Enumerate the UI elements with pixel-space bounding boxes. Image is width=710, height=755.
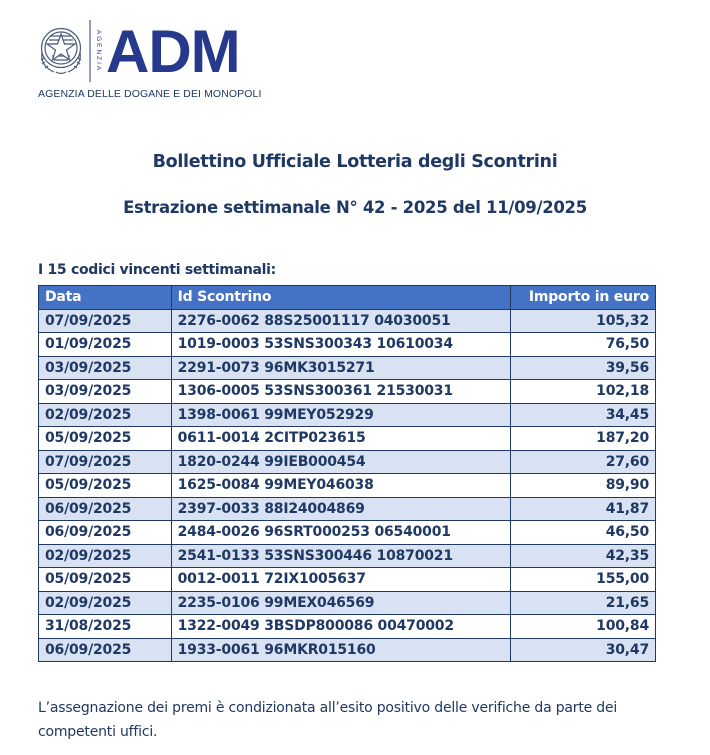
cell-receipt-id: 2276-0062 88S25001117 04030051 <box>171 309 510 333</box>
cell-date: 06/09/2025 <box>39 497 172 521</box>
cell-date: 05/09/2025 <box>39 427 172 451</box>
cell-receipt-id: 2541-0133 53SNS300446 10870021 <box>171 544 510 568</box>
cell-amount: 89,90 <box>511 474 656 498</box>
cell-receipt-id: 1019-0003 53SNS300343 10610034 <box>171 333 510 357</box>
cell-date: 02/09/2025 <box>39 403 172 427</box>
table-row <box>39 333 656 357</box>
cell-amount: 42,35 <box>511 544 656 568</box>
cell-amount: 30,47 <box>511 638 656 662</box>
table-row <box>39 521 656 545</box>
table-row <box>39 474 656 498</box>
cell-date: 01/09/2025 <box>39 333 172 357</box>
table-row <box>39 544 656 568</box>
table-row <box>39 309 656 333</box>
page-title: Bollettino Ufficiale Lotteria degli Scontrini <box>152 152 558 172</box>
table-row <box>39 568 656 592</box>
cell-receipt-id: 2291-0073 96MK3015271 <box>171 356 510 380</box>
cell-receipt-id: 2484-0026 96SRT000253 06540001 <box>171 521 510 545</box>
cell-amount: 21,65 <box>511 591 656 615</box>
cell-receipt-id: 0611-0014 2CITP023615 <box>171 427 510 451</box>
table-header-row <box>39 286 656 310</box>
table-row <box>39 403 656 427</box>
cell-receipt-id: 1625-0084 99MEY046038 <box>171 474 510 498</box>
cell-date: 03/09/2025 <box>39 380 172 404</box>
table-row <box>39 356 656 380</box>
agenzia-vertical-text: AGENZIA <box>95 29 102 73</box>
cell-date: 05/09/2025 <box>39 474 172 498</box>
column-header-id: Id Scontrino <box>171 286 510 310</box>
cell-amount: 46,50 <box>511 521 656 545</box>
table-row <box>39 497 656 521</box>
table-row <box>39 615 656 639</box>
column-header-date: Data <box>39 286 172 310</box>
cell-receipt-id: 2397-0033 88I24004869 <box>171 497 510 521</box>
cell-amount: 27,60 <box>511 450 656 474</box>
cell-date: 31/08/2025 <box>39 615 172 639</box>
cell-amount: 76,50 <box>511 333 656 357</box>
cell-date: 03/09/2025 <box>39 356 172 380</box>
table-row <box>39 427 656 451</box>
cell-receipt-id: 1933-0061 96MKR015160 <box>171 638 510 662</box>
footer-note: L’assegnazione dei premi è condizionata all’esito positivo delle verifiche da parte dei competenti uffici. <box>38 700 618 740</box>
adm-logo: ADM <box>106 18 240 85</box>
column-header-amount: Importo in euro <box>511 286 656 310</box>
cell-receipt-id: 1398-0061 99MEY052929 <box>171 403 510 427</box>
cell-date: 06/09/2025 <box>39 521 172 545</box>
cell-date: 05/09/2025 <box>39 568 172 592</box>
cell-amount: 105,32 <box>511 309 656 333</box>
table-row <box>39 450 656 474</box>
page-subtitle: Estrazione settimanale N° 42 - 2025 del 11/09/2025 <box>123 198 587 217</box>
cell-amount: 187,20 <box>511 427 656 451</box>
cell-date: 07/09/2025 <box>39 450 172 474</box>
cell-date: 02/09/2025 <box>39 591 172 615</box>
cell-amount: 41,87 <box>511 497 656 521</box>
table-row <box>39 638 656 662</box>
agency-header <box>36 18 296 108</box>
cell-receipt-id: 1306-0005 53SNS300361 21530031 <box>171 380 510 404</box>
cell-date: 02/09/2025 <box>39 544 172 568</box>
cell-amount: 100,84 <box>511 615 656 639</box>
italian-republic-emblem-icon <box>36 22 86 76</box>
table-caption: I 15 codici vincenti settimanali: <box>38 262 276 278</box>
cell-amount: 102,18 <box>511 380 656 404</box>
cell-receipt-id: 1820-0244 99IEB000454 <box>171 450 510 474</box>
cell-amount: 39,56 <box>511 356 656 380</box>
agenzia-vertical-label <box>88 20 102 82</box>
cell-receipt-id: 0012-0011 72IX1005637 <box>171 568 510 592</box>
cell-amount: 155,00 <box>511 568 656 592</box>
table-body <box>39 309 656 662</box>
agency-name: AGENZIA DELLE DOGANE E DEI MONOPOLI <box>38 88 262 100</box>
cell-amount: 34,45 <box>511 403 656 427</box>
cell-date: 07/09/2025 <box>39 309 172 333</box>
cell-receipt-id: 2235-0106 99MEX046569 <box>171 591 510 615</box>
table-row <box>39 591 656 615</box>
cell-date: 06/09/2025 <box>39 638 172 662</box>
winning-codes-table <box>38 285 656 662</box>
table-row <box>39 380 656 404</box>
cell-receipt-id: 1322-0049 3BSDP800086 00470002 <box>171 615 510 639</box>
